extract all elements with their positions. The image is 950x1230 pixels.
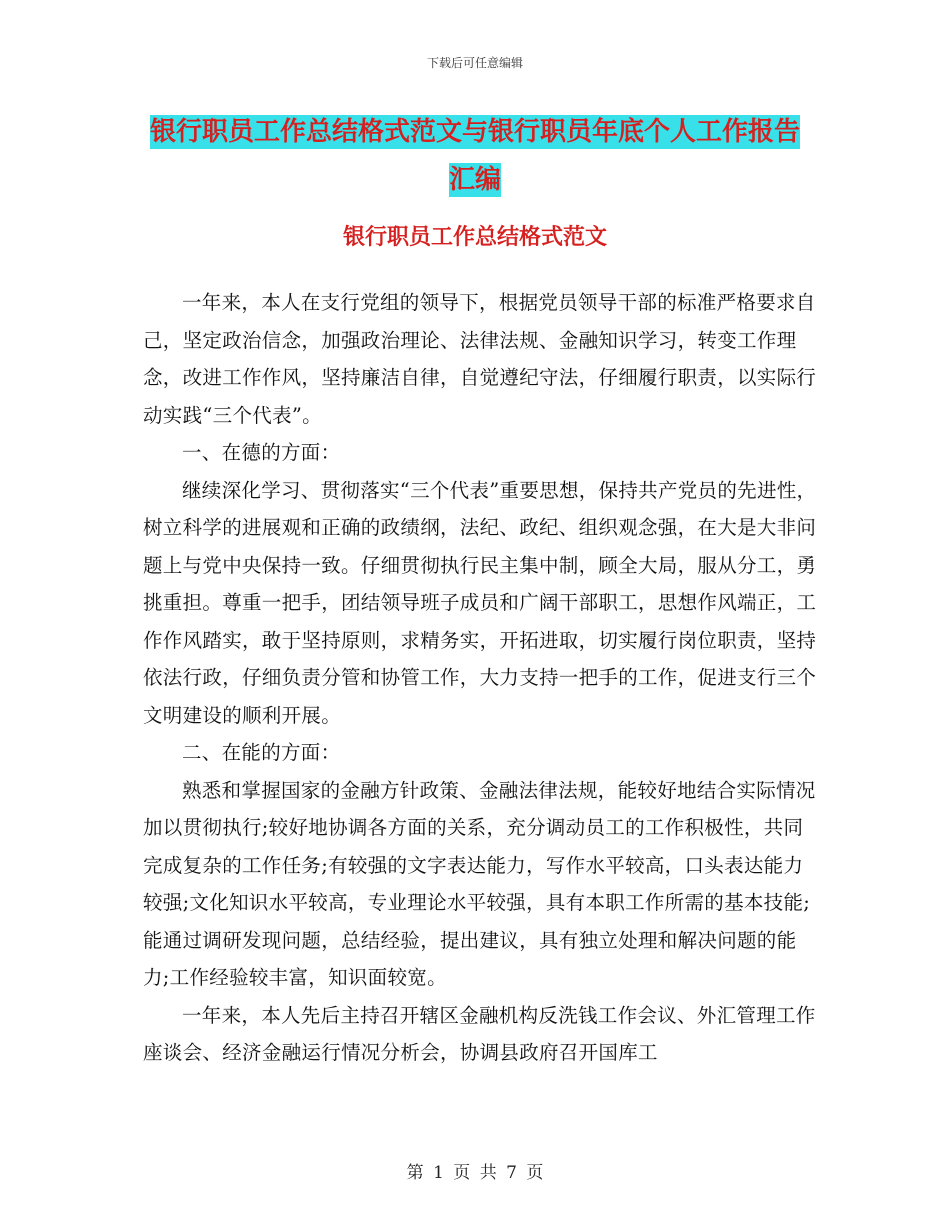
page-header-note: 下载后可任意编辑 xyxy=(426,56,523,70)
paragraph: 一年来，本人先后主持召开辖区金融机构反洗钱工作会议、外汇管理工作座谈会、经济金融运行情况分析会，协调县政府召开国库工 xyxy=(143,1003,816,1064)
paragraph: 一年来，本人在支行党组的领导下，根据党员领导干部的标准严格要求自己，坚定政治信念，加强政治理论、法律法规、金融知识学习，转变工作理念，改进工作作风，坚持廉洁自律，自觉遵纪守法，仔细履行职责，以实际行动实践“三个代表”。 xyxy=(143,291,817,427)
paragraph-heading: 一、在德的方面： xyxy=(182,441,341,464)
paragraph: 继续深化学习、贯彻落实“三个代表”重要思想，保持共产党员的先进性，树立科学的进展观和正确的政绩纲，法纪、政纪、组织观念强，在大是大非问题上与党中央保持一致。仔细贯彻执行民主集中制，顾全大局，服从分工，勇挑重担。尊重一把手，团结领导班子成员和广阔干部职工，思想作风端正，工作作风踏实，敢于坚持原则，求精务实，开拓进取，切实履行岗位职责，坚持依法行政，仔细负责分管和协管工作，大力支持一把手的工作，促进支行三个文明建设的顺利开展。 xyxy=(143,478,817,727)
document-title xyxy=(140,108,810,204)
document-body xyxy=(143,284,823,1072)
paragraph: 熟悉和掌握国家的金融方针政策、金融法律法规，能较好地结合实际情况加以贯彻执行;较好地协调各方面的关系，充分调动员工的工作积极性，共同完成复杂的工作任务;有较强的文字表达能力，写作水平较高，口头表达能力较强;文化知识水平较高，专业理论水平较强，具有本职工作所需的基本技能;能通过调研发现问题，总结经验，提出建议，具有独立处理和解决问题的能力;工作经验较丰富，知识面较宽。 xyxy=(143,778,816,989)
page-number: 第 1 页 共 7 页 xyxy=(406,1163,544,1183)
document-title-text: 银行职员工作总结格式范文与银行职员年底个人工作报告汇编 xyxy=(149,117,800,195)
paragraph-heading: 二、在能的方面： xyxy=(182,741,341,764)
section-title: 银行职员工作总结格式范文 xyxy=(342,225,607,250)
